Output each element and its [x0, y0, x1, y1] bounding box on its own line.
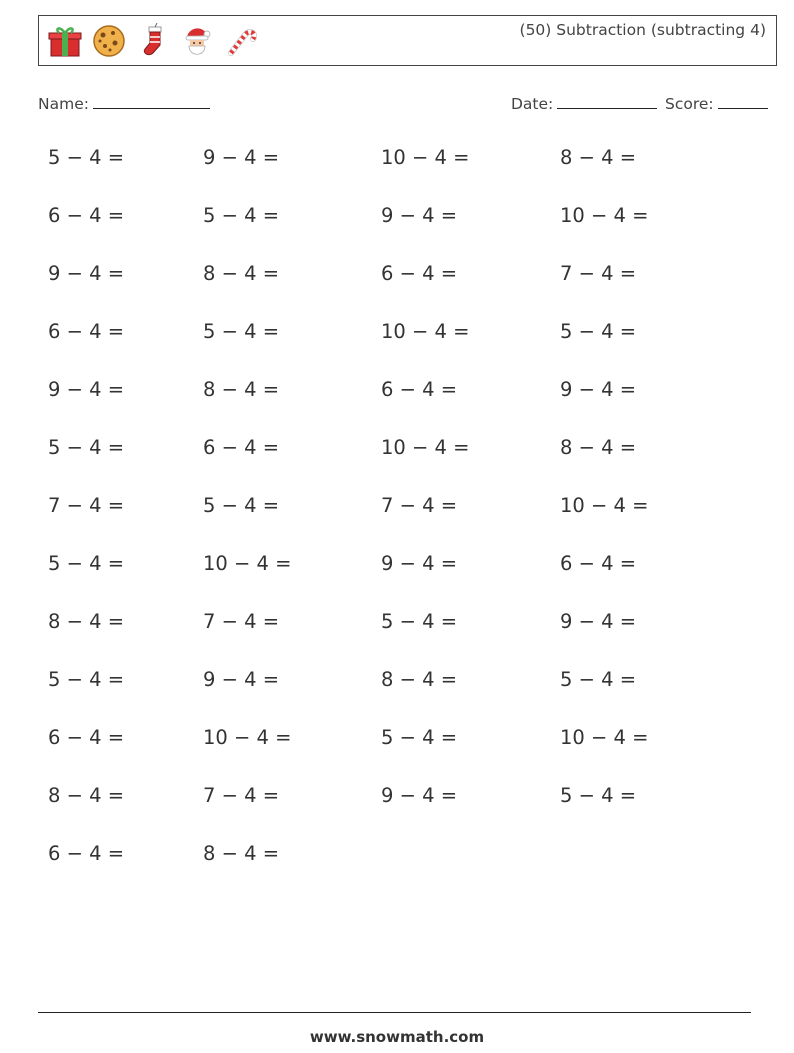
problem-item: 5 − 4 = [560, 784, 637, 807]
problem-item: 9 − 4 = [381, 204, 458, 227]
problem-row [48, 610, 768, 668]
problem-item: 8 − 4 = [48, 610, 125, 633]
problem-row [48, 552, 768, 610]
problem-item: 7 − 4 = [381, 494, 458, 517]
problem-row [48, 842, 768, 900]
problem-item: 5 − 4 = [203, 204, 280, 227]
candy-cane-icon [223, 23, 259, 59]
name-line[interactable] [93, 93, 210, 109]
problem-item: 7 − 4 = [48, 494, 125, 517]
problem-row [48, 204, 768, 262]
gift-icon [47, 23, 83, 59]
problem-item: 8 − 4 = [560, 436, 637, 459]
date-field [511, 93, 657, 113]
score-label: Score: [665, 95, 714, 113]
problem-item: 6 − 4 = [203, 436, 280, 459]
score-line[interactable] [718, 93, 768, 109]
problem-item: 10 − 4 = [560, 726, 649, 749]
problem-item: 6 − 4 = [48, 320, 125, 343]
problem-item: 10 − 4 = [381, 146, 470, 169]
problem-item: 5 − 4 = [203, 494, 280, 517]
problem-row [48, 146, 768, 204]
problem-item: 8 − 4 = [381, 668, 458, 691]
problem-item: 5 − 4 = [381, 610, 458, 633]
problem-item: 8 − 4 = [203, 378, 280, 401]
score-field [665, 93, 768, 113]
problem-item: 5 − 4 = [48, 146, 125, 169]
problem-item: 7 − 4 = [560, 262, 637, 285]
problem-row [48, 668, 768, 726]
problem-row [48, 436, 768, 494]
problem-item: 5 − 4 = [381, 726, 458, 749]
problem-item: 8 − 4 = [560, 146, 637, 169]
problem-item: 6 − 4 = [48, 204, 125, 227]
problem-item: 9 − 4 = [381, 552, 458, 575]
problem-item: 6 − 4 = [381, 378, 458, 401]
problem-item: 10 − 4 = [560, 204, 649, 227]
problem-item: 10 − 4 = [203, 552, 292, 575]
problem-item: 7 − 4 = [203, 610, 280, 633]
problem-item: 5 − 4 = [560, 320, 637, 343]
problem-item: 8 − 4 = [48, 784, 125, 807]
name-label: Name: [38, 95, 89, 113]
header-icons [47, 23, 259, 59]
worksheet-title: (50) Subtraction (subtracting 4) [519, 21, 766, 39]
cookie-icon [91, 23, 127, 59]
problem-item: 6 − 4 = [381, 262, 458, 285]
problem-item: 5 − 4 = [203, 320, 280, 343]
name-field [38, 93, 210, 113]
problem-item: 9 − 4 = [560, 378, 637, 401]
problem-item: 9 − 4 = [203, 146, 280, 169]
problem-item: 10 − 4 = [381, 436, 470, 459]
problem-item: 9 − 4 = [203, 668, 280, 691]
problem-item: 10 − 4 = [203, 726, 292, 749]
problem-item: 7 − 4 = [203, 784, 280, 807]
problem-item: 5 − 4 = [48, 668, 125, 691]
problem-item: 9 − 4 = [381, 784, 458, 807]
worksheet-header [38, 15, 777, 66]
problem-item: 5 − 4 = [560, 668, 637, 691]
problem-row [48, 784, 768, 842]
problem-item: 9 − 4 = [560, 610, 637, 633]
date-label: Date: [511, 95, 554, 113]
problem-item: 10 − 4 = [560, 494, 649, 517]
problem-item: 5 − 4 = [48, 436, 125, 459]
problem-item: 8 − 4 = [203, 842, 280, 865]
problem-row [48, 262, 768, 320]
stocking-icon [135, 23, 171, 59]
footer-divider [38, 1012, 751, 1013]
santa-icon [179, 23, 215, 59]
problem-item: 8 − 4 = [203, 262, 280, 285]
problem-item: 5 − 4 = [48, 552, 125, 575]
problem-grid [48, 146, 768, 900]
problem-item: 9 − 4 = [48, 262, 125, 285]
footer-url: www.snowmath.com [309, 1028, 485, 1046]
problem-item: 6 − 4 = [48, 842, 125, 865]
problem-item: 9 − 4 = [48, 378, 125, 401]
problem-row [48, 494, 768, 552]
problem-item: 10 − 4 = [381, 320, 470, 343]
problem-row [48, 320, 768, 378]
problem-row [48, 726, 768, 784]
date-line[interactable] [557, 93, 657, 109]
problem-item: 6 − 4 = [560, 552, 637, 575]
problem-row [48, 378, 768, 436]
problem-item: 6 − 4 = [48, 726, 125, 749]
